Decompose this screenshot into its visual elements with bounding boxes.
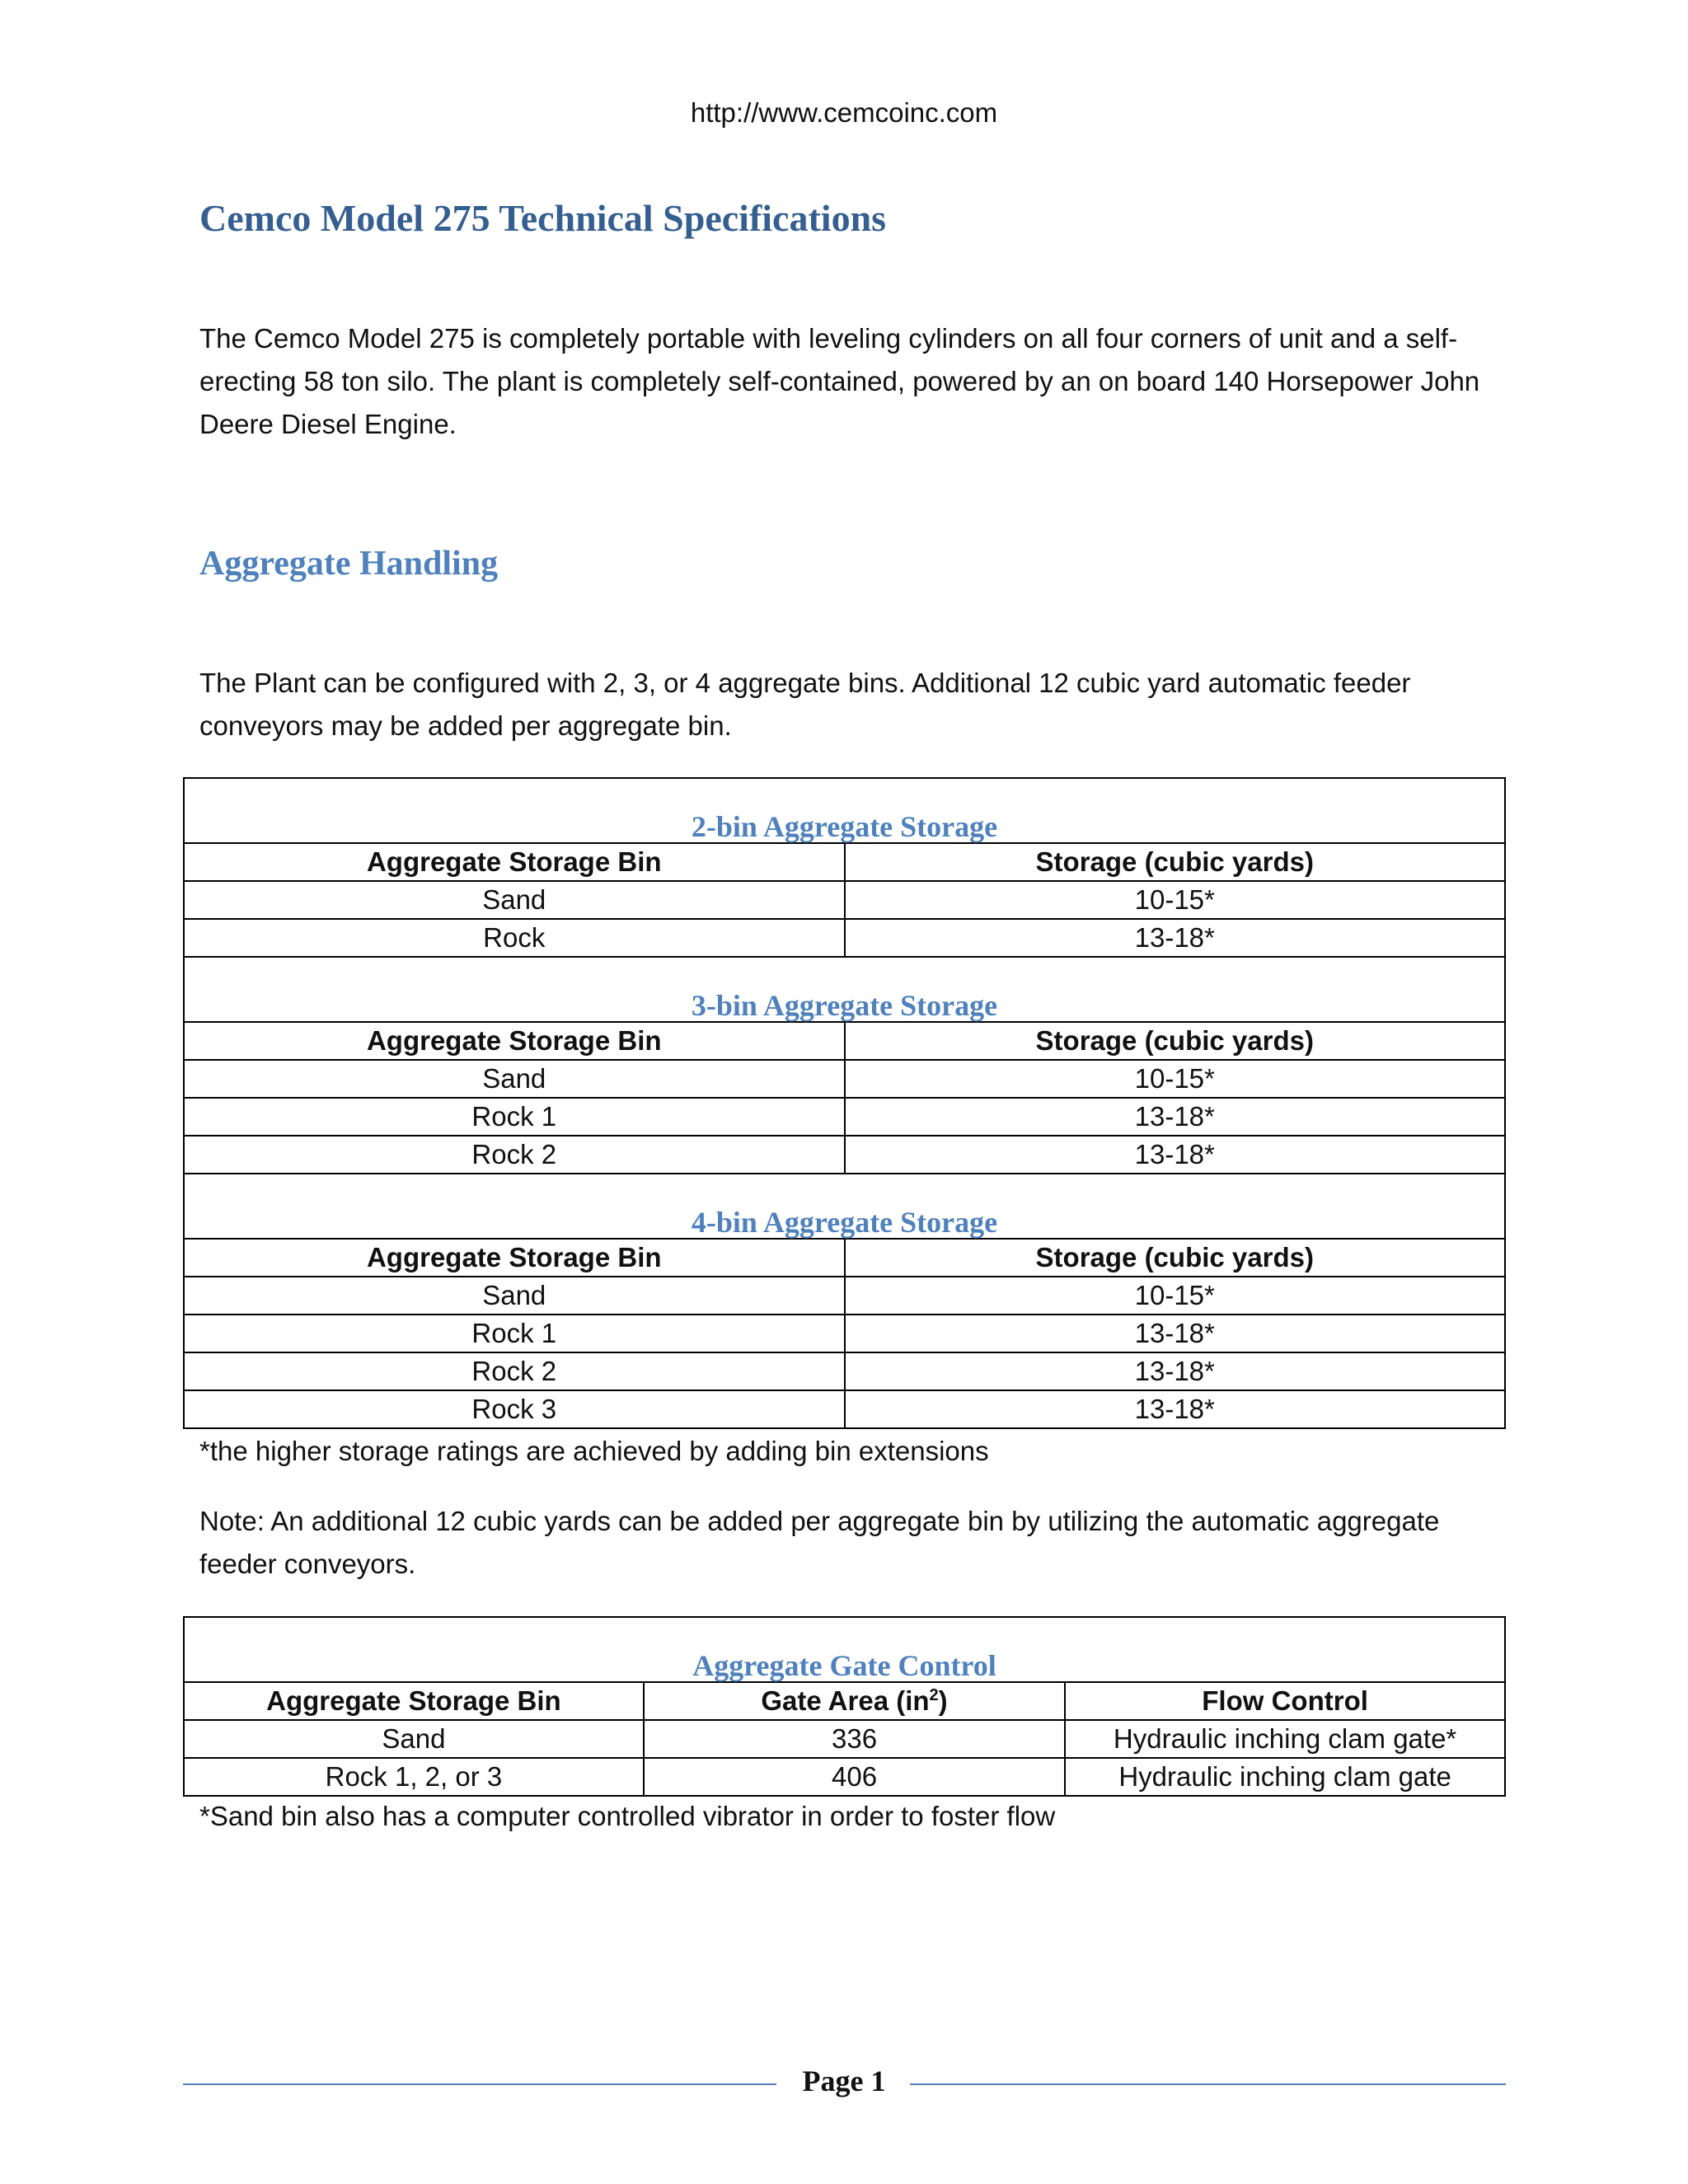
column-header-bin: Aggregate Storage Bin bbox=[184, 1022, 845, 1060]
bin-name-cell: Rock 2 bbox=[184, 1136, 845, 1174]
table-row bbox=[184, 881, 1505, 919]
table-header-row bbox=[184, 1239, 1505, 1277]
table-row bbox=[184, 1758, 1505, 1796]
column-header-bin: Aggregate Storage Bin bbox=[184, 1682, 644, 1720]
bin-name-cell: Rock 2 bbox=[184, 1352, 845, 1390]
column-header-storage: Storage (cubic yards) bbox=[845, 1239, 1506, 1277]
gate-area-cell: 406 bbox=[644, 1758, 1065, 1796]
storage-value-cell: 13-18* bbox=[845, 1098, 1506, 1136]
table-header-row bbox=[184, 843, 1505, 881]
gate-footnote: *Sand bin also has a computer controlled vibrator in order to foster flow bbox=[199, 1801, 1056, 1831]
column-header-storage: Storage (cubic yards) bbox=[845, 1022, 1506, 1060]
flow-control-cell: Hydraulic inching clam gate* bbox=[1065, 1720, 1505, 1758]
table-header-row bbox=[184, 1022, 1505, 1060]
column-header-bin: Aggregate Storage Bin bbox=[184, 1239, 845, 1277]
aggregate-storage-table bbox=[183, 777, 1506, 1429]
gate-area-label: Gate Area (in bbox=[761, 1685, 930, 1716]
table-row bbox=[184, 1277, 1505, 1315]
table-row bbox=[184, 1352, 1505, 1390]
storage-value-cell: 10-15* bbox=[845, 1060, 1506, 1098]
table-caption-gate-control: Aggregate Gate Control bbox=[184, 1617, 1505, 1682]
feeder-note: Note: An additional 12 cubic yards can be added per aggregate bin by utilizing the automatic aggregate feeder conveyors. bbox=[199, 1506, 1440, 1579]
column-header-storage: Storage (cubic yards) bbox=[845, 843, 1506, 881]
gate-area-exponent: 2 bbox=[929, 1686, 939, 1704]
flow-control-cell: Hydraulic inching clam gate bbox=[1065, 1758, 1505, 1796]
table-caption-2-bin: 2-bin Aggregate Storage bbox=[184, 778, 1505, 843]
bin-name-cell: Rock 3 bbox=[184, 1390, 845, 1428]
bin-name-cell: Rock 1 bbox=[184, 1315, 845, 1352]
footer-rule-right bbox=[910, 2083, 1506, 2085]
column-header-flow-control: Flow Control bbox=[1065, 1682, 1505, 1720]
table-caption-row bbox=[184, 1174, 1505, 1239]
bin-name-cell: Sand bbox=[184, 1060, 845, 1098]
table-row bbox=[184, 1060, 1505, 1098]
table-row bbox=[184, 1315, 1505, 1352]
bin-name-cell: Sand bbox=[184, 881, 845, 919]
page-number: Page 1 bbox=[802, 2064, 886, 2097]
table-row bbox=[184, 919, 1505, 957]
storage-footnote: *the higher storage ratings are achieved by adding bin extensions bbox=[199, 1436, 989, 1466]
section-heading-aggregate-handling: Aggregate Handling bbox=[199, 545, 499, 583]
gate-area-close: ) bbox=[938, 1685, 948, 1716]
intro-paragraph: The Cemco Model 275 is completely portable with leveling cylinders on all four corners of unit and a self-erecting 58 ton silo. The plant is completely self-contained, powered by an on board 140 Horsepower John Deere Diesel Engine. bbox=[199, 323, 1480, 439]
table-caption-4-bin: 4-bin Aggregate Storage bbox=[184, 1174, 1505, 1239]
gate-area-cell: 336 bbox=[644, 1720, 1065, 1758]
storage-value-cell: 13-18* bbox=[845, 1352, 1506, 1390]
bin-name-cell: Sand bbox=[184, 1720, 644, 1758]
storage-value-cell: 13-18* bbox=[845, 1136, 1506, 1174]
storage-value-cell: 10-15* bbox=[845, 1277, 1506, 1315]
table-row bbox=[184, 1136, 1505, 1174]
bin-name-cell: Rock 1 bbox=[184, 1098, 845, 1136]
table-row bbox=[184, 1390, 1505, 1428]
table-caption-3-bin: 3-bin Aggregate Storage bbox=[184, 957, 1505, 1022]
gate-control-table bbox=[183, 1616, 1506, 1797]
bin-name-cell: Rock bbox=[184, 919, 845, 957]
storage-value-cell: 13-18* bbox=[845, 1390, 1506, 1428]
column-header-gate-area bbox=[644, 1682, 1065, 1720]
storage-value-cell: 10-15* bbox=[845, 881, 1506, 919]
page-title: Cemco Model 275 Technical Specifications bbox=[199, 197, 887, 239]
bin-name-cell: Sand bbox=[184, 1277, 845, 1315]
table-caption-row bbox=[184, 957, 1505, 1022]
header-url: http://www.cemcoinc.com bbox=[690, 97, 998, 128]
bin-name-cell: Rock 1, 2, or 3 bbox=[184, 1758, 644, 1796]
table-row bbox=[184, 1098, 1505, 1136]
aggregate-handling-paragraph: The Plant can be configured with 2, 3, or 4 aggregate bins. Additional 12 cubic yard automatic feeder conveyors may be added per aggregate bin. bbox=[199, 668, 1411, 741]
table-row bbox=[184, 1720, 1505, 1758]
storage-value-cell: 13-18* bbox=[845, 919, 1506, 957]
table-caption-row bbox=[184, 1617, 1505, 1682]
table-caption-row bbox=[184, 778, 1505, 843]
storage-value-cell: 13-18* bbox=[845, 1315, 1506, 1352]
column-header-bin: Aggregate Storage Bin bbox=[184, 843, 845, 881]
table-header-row bbox=[184, 1682, 1505, 1720]
